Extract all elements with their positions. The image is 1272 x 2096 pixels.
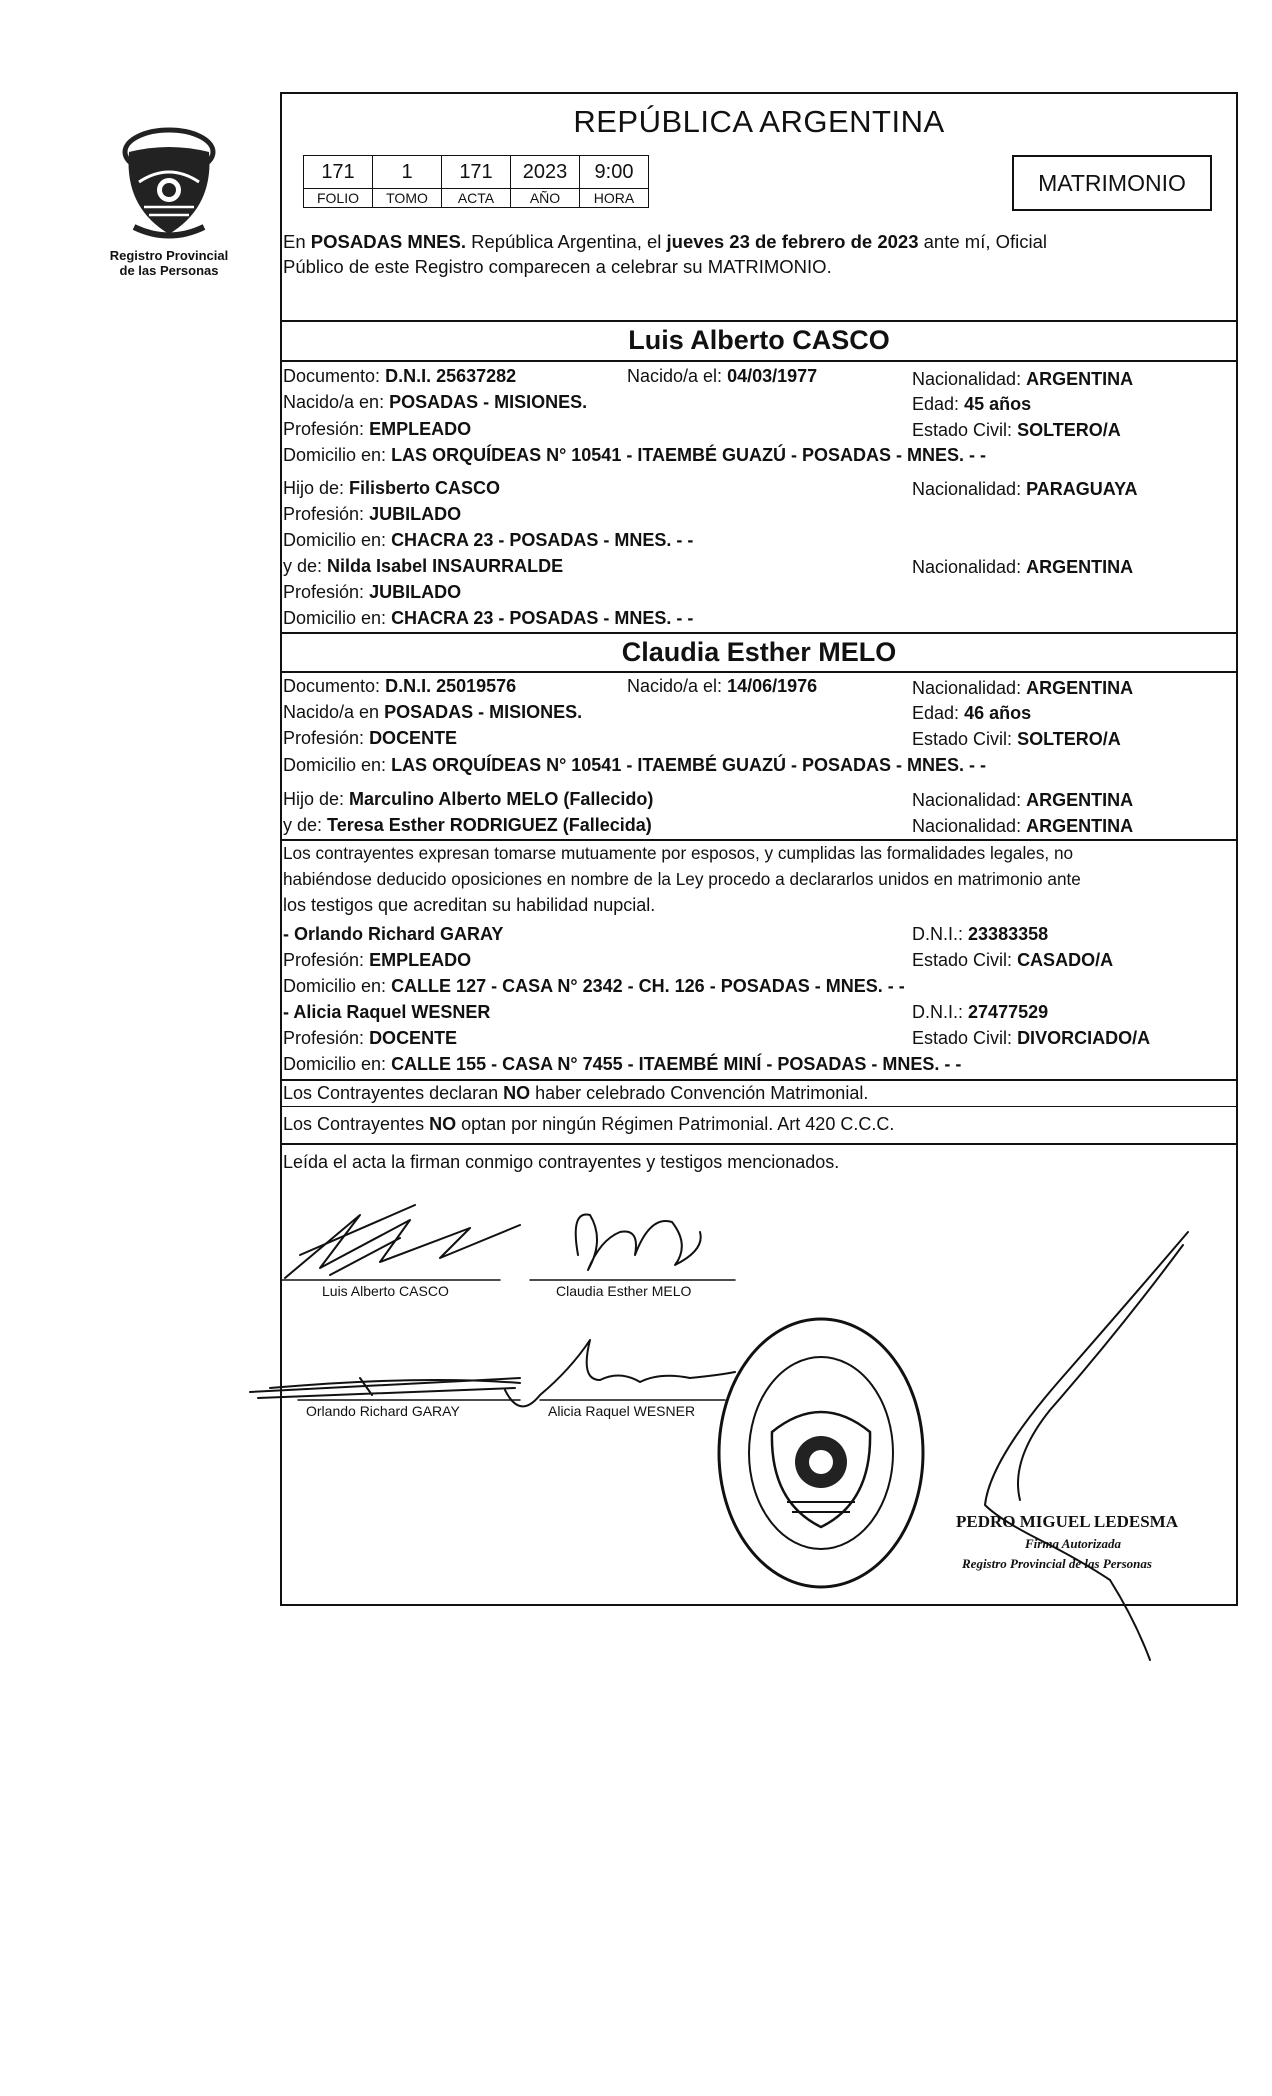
groom-addr: Domicilio en: LAS ORQUÍDEAS N° 10541 - ITAEMBÉ GUAZÚ - POSADAS - MNES. - - (283, 445, 986, 465)
hour-label: HORA (580, 189, 649, 208)
witness2-addr: Domicilio en: CALLE 155 - CASA N° 7455 - ITAEMBÉ MINÍ - POSADAS - MNES. - - (283, 1054, 962, 1074)
witness1-dni: D.N.I.: 23383358 (912, 924, 1049, 944)
hour-value: 9:00 (580, 156, 649, 189)
official-name: PEDRO MIGUEL LEDESMA (956, 1512, 1178, 1531)
groom-mother-addr: Domicilio en: CHACRA 23 - POSADAS - MNES. - - (283, 608, 694, 628)
country-title: REPÚBLICA ARGENTINA (573, 104, 945, 139)
groom-civil: Estado Civil: SOLTERO/A (912, 420, 1121, 440)
witness2-dni: D.N.I.: 27477529 (912, 1002, 1049, 1022)
bride-birth: Nacido/a el: 14/06/1976 (627, 676, 818, 696)
folio-value: 171 (304, 156, 373, 189)
groom-age: Edad: 45 años (912, 394, 1032, 414)
bride-civil: Estado Civil: SOLTERO/A (912, 729, 1121, 749)
closing-text: Leída el acta la firman conmigo contrayentes y testigos mencionados. (283, 1152, 840, 1172)
groom-mother-nat: Nacionalidad: ARGENTINA (912, 557, 1134, 577)
tomo-value: 1 (373, 156, 442, 189)
witness1-civil: Estado Civil: CASADO/A (912, 950, 1114, 970)
groom-birth: Nacido/a el: 04/03/1977 (627, 366, 818, 386)
logo-caption-line1: Registro Provincial (109, 248, 229, 263)
tomo-label: TOMO (373, 189, 442, 208)
groom-mother: y de: Nilda Isabel INSAURRALDE (283, 556, 564, 576)
groom-nat: Nacionalidad: ARGENTINA (912, 369, 1134, 389)
registry-stamp-icon (712, 1312, 930, 1594)
intro-line-2: Público de este Registro comparecen a celebrar su MATRIMONIO. (283, 256, 832, 277)
act-type-box: MATRIMONIO (1012, 155, 1212, 211)
bride-mother: y de: Teresa Esther RODRIGUEZ (Fallecida) (283, 815, 652, 835)
witness2-civil: Estado Civil: DIVORCIADO/A (912, 1028, 1151, 1048)
groom-doc: Documento: D.N.I. 25637282 (283, 366, 517, 386)
intro-line-1: En POSADAS MNES. República Argentina, el jueves 23 de febrero de 2023 ante mí, Oficial (283, 231, 1048, 252)
groom-signature-label: Luis Alberto CASCO (322, 1283, 449, 1299)
witness1-name: - Orlando Richard GARAY (283, 924, 504, 944)
year-value: 2023 (511, 156, 580, 189)
groom-born-in: Nacido/a en: POSADAS - MISIONES. (283, 392, 588, 412)
groom-mother-prof: Profesión: JUBILADO (283, 582, 462, 602)
bride-father-nat: Nacionalidad: ARGENTINA (912, 790, 1134, 810)
acta-label: ACTA (442, 189, 511, 208)
groom-father: Hijo de: Filisberto CASCO (283, 478, 501, 498)
official-office: Registro Provincial de las Personas (962, 1556, 1152, 1571)
bride-nat: Nacionalidad: ARGENTINA (912, 678, 1134, 698)
folio-label: FOLIO (304, 189, 373, 208)
witness2-prof: Profesión: DOCENTE (283, 1028, 458, 1048)
witness1-prof: Profesión: EMPLEADO (283, 950, 472, 970)
groom-father-prof: Profesión: JUBILADO (283, 504, 462, 524)
witness2-name: - Alicia Raquel WESNER (283, 1002, 491, 1022)
bride-prof: Profesión: DOCENTE (283, 728, 458, 748)
groom-father-addr: Domicilio en: CHACRA 23 - POSADAS - MNES. - - (283, 530, 694, 550)
regime-line-1: Los Contrayentes declaran NO haber celebrado Convención Matrimonial. (283, 1083, 869, 1103)
witness2-signature-label: Alicia Raquel WESNER (548, 1403, 696, 1419)
bride-doc: Documento: D.N.I. 25019576 (283, 676, 517, 696)
regime-line-2: Los Contrayentes NO optan por ningún Régimen Patrimonial. Art 420 C.C.C. (283, 1114, 895, 1134)
acta-value: 171 (442, 156, 511, 189)
logo-caption-line2: de las Personas (119, 263, 219, 278)
witness1-signature-label: Orlando Richard GARAY (306, 1403, 460, 1419)
groom-prof: Profesión: EMPLEADO (283, 419, 472, 439)
declaration-line-2: habiéndose deducido oposiciones en nombre de la Ley procedo a declararlos unidos en matrimonio ante (283, 869, 1081, 889)
bride-signature-label: Claudia Esther MELO (556, 1283, 692, 1299)
bride-name: Claudia Esther MELO (621, 637, 897, 667)
declaration-line-3: los testigos que acreditan su habilidad nupcial. (283, 895, 656, 915)
bride-age: Edad: 46 años (912, 703, 1032, 723)
bride-mother-nat: Nacionalidad: ARGENTINA (912, 816, 1134, 836)
bride-father: Hijo de: Marculino Alberto MELO (Fallecido) (283, 789, 654, 809)
year-label: AÑO (511, 189, 580, 208)
declaration-line-1: Los contrayentes expresan tomarse mutuamente por esposos, y cumplidas las formalidades legales, no (283, 843, 1074, 863)
groom-name: Luis Alberto CASCO (628, 325, 890, 355)
groom-father-nat: Nacionalidad: PARAGUAYA (912, 479, 1138, 499)
bride-born-in: Nacido/a en POSADAS - MISIONES. (283, 702, 583, 722)
bride-addr: Domicilio en: LAS ORQUÍDEAS N° 10541 - ITAEMBÉ GUAZÚ - POSADAS - MNES. - - (283, 755, 986, 775)
witness1-addr: Domicilio en: CALLE 127 - CASA N° 2342 - CH. 126 - POSADAS - MNES. - - (283, 976, 905, 996)
official-role: Firma Autorizada (1025, 1536, 1121, 1551)
